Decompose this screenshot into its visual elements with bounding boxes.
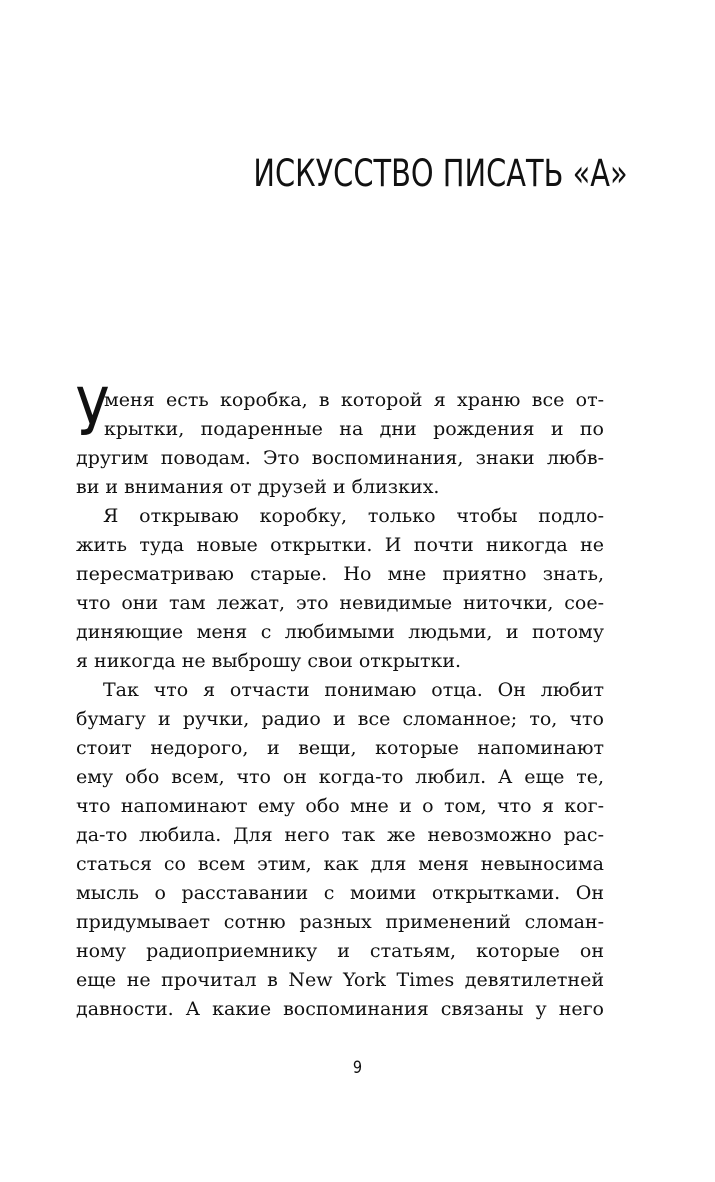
text-line: жить туда новые открытки. И почти никогда не [76,534,604,556]
text-line: что напоминают ему обо мне и о том, что я ког- [76,795,604,817]
text-line: ему обо всем, что он когда-то любил. А еще те, [76,766,604,788]
text-line: стоит недорого, и вещи, которые напоминают [76,737,604,759]
text-line: меня есть коробка, в которой я храню все от- [104,389,604,411]
text-line: придумывает сотню разных применений сломан- [76,911,604,933]
text-line: я никогда не выброшу свои открытки. [76,650,462,672]
text-line: Так что я отчасти понимаю отца. Он любит [103,679,604,701]
text-line: давности. А какие воспоминания связаны у него [76,998,604,1020]
text-line: ви и внимания от друзей и близких. [76,476,440,498]
chapter-title: ИСКУССТВО ПИСАТЬ «А» [253,152,628,195]
drop-cap: У [76,374,109,451]
page-number: 9 [352,1058,363,1078]
text-line: еще не прочитал в New York Times девятилетней [76,969,604,991]
text-line: ному радиоприемнику и статьям, которые он [76,940,604,962]
text-line: другим поводам. Это воспоминания, знаки любв- [76,447,604,469]
text-line: бумагу и ручки, радио и все сломанное; то, что [76,708,604,730]
text-line: статься со всем этим, как для меня невыносима [76,853,604,875]
text-line: мысль о расставании с моими открытками. Он [76,882,604,904]
text-line: что они там лежат, это невидимые ниточки, сое- [76,592,604,614]
text-line: крытки, подаренные на дни рождения и по [104,418,604,440]
text-line: да-то любила. Для него так же невозможно рас- [76,824,604,846]
text-line: пересматриваю старые. Но мне приятно знать, [76,563,604,585]
text-line: диняющие меня с любимыми людьми, и потому [76,621,604,643]
text-line: Я открываю коробку, только чтобы подло- [103,505,604,527]
body-text [76,374,604,1024]
